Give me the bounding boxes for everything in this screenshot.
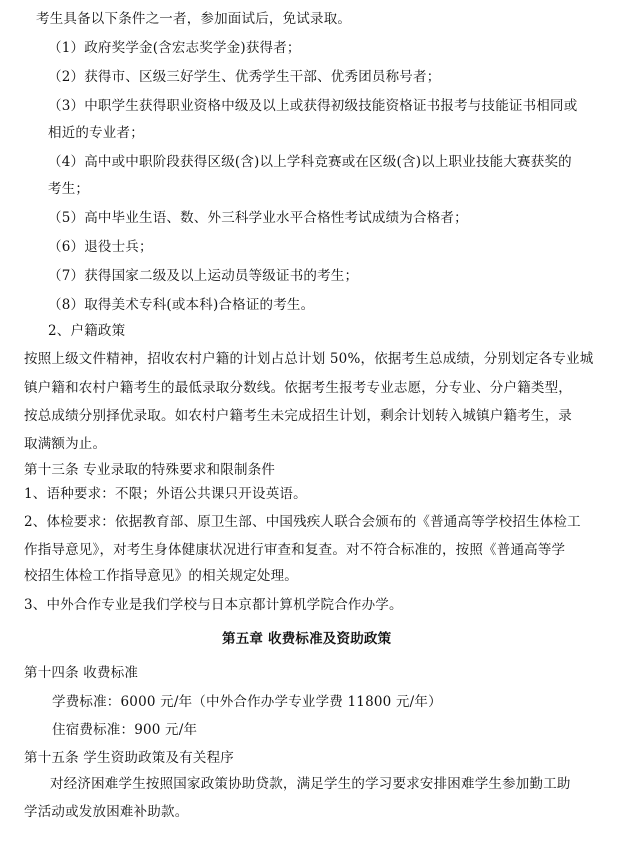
- tuition-standard: 学费标准：6000 元/年（中外合作办学专业学费 11800 元/年）: [52, 694, 442, 710]
- chapter-5-heading: 第五章 收费标准及资助政策: [222, 631, 392, 647]
- condition-item-continued: 考生；: [48, 181, 90, 197]
- hukou-paragraph-line: 按总成绩分别择优录取。如农村户籍考生未完成招生计划，剩余计划转入城镇户籍考生，录: [24, 408, 572, 424]
- condition-item: （7）获得国家二级及以上运动员等级证书的考生；: [48, 268, 359, 284]
- aid-paragraph-line: 对经济困难学生按照国家政策协助贷款，满足学生的学习要求安排困难学生参加勤工助: [50, 776, 571, 792]
- hukou-paragraph-line: 取满额为止。: [24, 436, 107, 452]
- condition-item: （4）高中或中职阶段获得区级(含)以上学科竞赛或在区级(含)以上职业技能大赛获奖的: [48, 154, 572, 170]
- lodging-standard: 住宿费标准：900 元/年: [52, 722, 198, 738]
- hukou-paragraph-line: 按照上级文件精神，招收农村户籍的计划占总计划 50%，依据考生总成绩，分别划定各专业城: [24, 351, 594, 367]
- intro-text: 考生具备以下条件之一者，参加面试后，免试录取。: [36, 11, 352, 27]
- condition-item: （8）取得美术专科(或本科)合格证的考生。: [48, 297, 315, 313]
- aid-paragraph-line: 学活动或发放困难补助款。: [24, 804, 189, 820]
- article-14-title: 第十四条 收费标准: [24, 665, 139, 681]
- article-13-line: 1、语种要求：不限；外语公共课只开设英语。: [24, 486, 307, 502]
- hukou-paragraph-line: 镇户籍和农村户籍考生的最低录取分数线。依据考生报考专业志愿，分专业、分户籍类型，: [24, 380, 572, 396]
- article-15-title: 第十五条 学生资助政策及有关程序: [24, 750, 234, 766]
- condition-item: （6）退役士兵；: [48, 239, 153, 255]
- condition-item: （5）高中毕业生语、数、外三科学业水平合格性考试成绩为合格者；: [48, 210, 468, 226]
- condition-item: （3）中职学生获得职业资格中级及以上或获得初级技能资格证书报考与技能证书相同或: [48, 98, 578, 114]
- article-13-line: 3、中外合作专业是我们学校与日本京都计算机学院合作办学。: [24, 597, 403, 613]
- article-13-title: 第十三条 专业录取的特殊要求和限制条件: [24, 462, 276, 478]
- article-13-line: 校招生体检工作指导意见》的相关规定处理。: [24, 568, 298, 584]
- condition-item: （2）获得市、区级三好学生、优秀学生干部、优秀团员称号者；: [48, 69, 441, 85]
- article-13-line: 2、体检要求：依据教育部、原卫生部、中国残疾人联合会颁布的《普通高等学校招生体检工: [24, 514, 581, 530]
- article-13-line: 作指导意见》，对考生身体健康状况进行审查和复查。对不符合标准的，按照《普通高等学: [24, 542, 566, 558]
- condition-item-continued: 相近的专业者；: [48, 125, 144, 141]
- hukou-policy-title: 2、户籍政策: [48, 323, 126, 339]
- condition-item: （1）政府奖学金(含宏志奖学金)获得者；: [48, 40, 301, 56]
